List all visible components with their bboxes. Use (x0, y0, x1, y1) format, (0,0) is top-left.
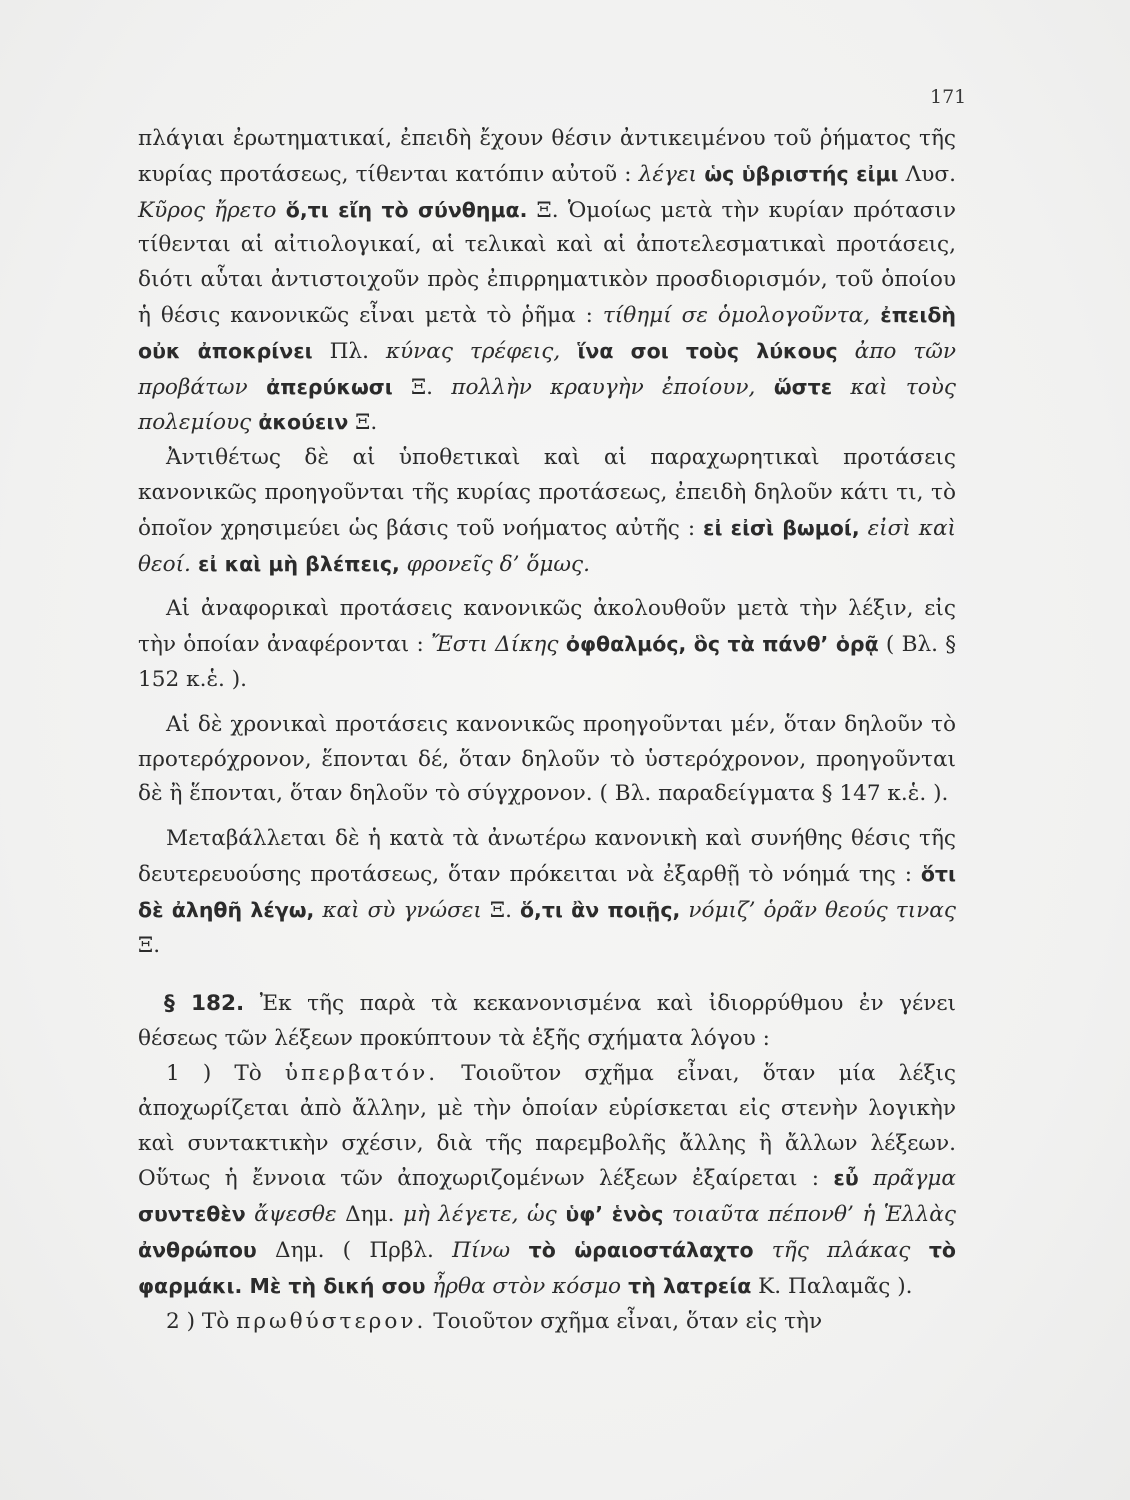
paragraph (138, 1057, 956, 1305)
text-run: πλάγιαι ἐρωτηματικαί, ἐπειδὴ ἔχουν θέσιν ἀντικειμένου τοῦ ῥήματος τῆς κυρίας προτάσεως, τίθενται κατόπιν αὐτοῦ : (138, 126, 956, 187)
italic-example: φρονεῖς δ’ ὅμως. (399, 551, 590, 577)
spaced-term: ὑπερβατόν. (284, 1060, 439, 1086)
body-text (138, 122, 956, 1339)
italic-example: πολλὴν κραυγὴν ἐποίουν, (451, 374, 756, 400)
bold-example: ὡς ὑβριστής εἰμι (696, 161, 899, 186)
bold-example: τὸ φαρμάκι. Μὲ τὴ δική σου (138, 1237, 956, 1298)
italic-example: μὴ λέγετε, ὡς (402, 1202, 557, 1228)
paragraph (138, 441, 956, 582)
section-paragraph (138, 987, 956, 1057)
bold-example: ἀπερύκωσι (247, 374, 393, 399)
section-number: § 182. (164, 991, 245, 1017)
text-run: Λυσ. (898, 161, 956, 187)
italic-example: καὶ σὺ γνώσει (314, 897, 482, 923)
bold-example: ἀκούειν (251, 410, 349, 435)
bold-example: συντεθὲν (138, 1202, 246, 1227)
paragraph (138, 822, 956, 963)
text-run: Δημ. ( Πρβλ. (256, 1237, 453, 1263)
italic-example: τοιαῦτα πέπονθ’ ἡ Ἑλλὰς (663, 1202, 956, 1228)
paragraph (138, 592, 956, 697)
text-run: Μεταβάλλεται δὲ ἡ κατὰ τὰ ἀνωτέρω κανονικὴ καὶ συνήθης θέσις τῆς δευτερευούσης προτάσεως, ὅταν πρόκειται νὰ ἐξαρθῇ τὸ νόημά της : (138, 826, 956, 887)
text-run: Ξ. (481, 897, 520, 923)
bold-example: τὸ ὡραιοστάλαχτο (510, 1237, 754, 1262)
italic-example: εἰσὶ καὶ θεοί. (138, 515, 957, 577)
paragraph (138, 122, 956, 441)
italic-example: ἄψεσθε (245, 1202, 337, 1228)
text-run: Ξ. (392, 374, 452, 400)
bold-example: ὅ,τι ἂν ποιῇς, (519, 897, 681, 922)
italic-example: καὶ τοὺς πολεμίους (138, 374, 956, 436)
text-run: 2 ) Τὸ (166, 1308, 237, 1334)
bold-example: ὀφθαλμός, ὃς τὰ πάνθ’ ὁρᾷ (558, 632, 879, 657)
bold-example: ὑφ’ ἑνὸς (556, 1202, 664, 1227)
paragraph (138, 708, 956, 812)
text-run: Ξ. (138, 932, 161, 958)
bold-example: ὥστε (755, 374, 833, 399)
text-run: Ἐκ τῆς παρὰ τὰ κεκανονισμένα καὶ ἰδιορρύθμου ἐν γένει θέσεως τῶν λέξεων προκύπτουν τὰ ἑξῆς σχήματα λόγου : (138, 991, 956, 1052)
bold-example: ὅτι δὲ ἀληθῆ λέγω, (138, 861, 956, 922)
italic-example: ἀπο τῶν προβάτων (138, 338, 956, 400)
text-run: Ἀντιθέτως δὲ αἱ ὑποθετικαὶ καὶ αἱ παραχωρητικαὶ προτάσεις κανονικῶς προηγοῦνται τῆς κυρίας προτάσεως, ἐπειδὴ δηλοῦν κάτι τι, τὸ ὁποῖον χρησιμεύει ὡς βάσις τοῦ νοήματος αὐτῆς : (138, 445, 956, 541)
text-run: Πλ. (312, 338, 386, 364)
italic-example: κύνας τρέφεις, (385, 338, 561, 364)
bold-example: εἰ εἰσὶ βωμοί, (703, 515, 860, 540)
italic-example: τίθημί σε ὁμολογοῦντα, (602, 302, 871, 328)
italic-example: Ἔστι Δίκης (431, 632, 559, 658)
italic-example: Πίνω (452, 1237, 511, 1263)
italic-example: πρᾶγμα (858, 1166, 957, 1192)
italic-example: Κῦρος ἤρετο (138, 197, 277, 223)
bold-example: εἰ καὶ μὴ βλέπεις, (190, 551, 400, 576)
text-run: ( Βλ. § 152 κ.ἑ. ). (138, 632, 957, 692)
bold-example: ὅ,τι εἴη τὸ σύνθημα. (276, 197, 528, 222)
text-run: Αἱ ἀναφορικαὶ προτάσεις κανονικῶς ἀκολουθοῦν μετὰ τὴν λέξιν, εἰς τὴν ὁποίαν ἀναφέρονται : (138, 596, 956, 658)
bold-example: ἵνα σοι τοὺς λύκους (560, 338, 838, 363)
bold-example: εὖ (833, 1166, 859, 1191)
text-run: Τοιοῦτον σχῆμα εἶναι, ὅταν εἰς τὴν (426, 1308, 823, 1334)
bold-example: τὴ λατρεία (621, 1273, 752, 1298)
italic-example: νόμιζ’ ὁρᾶν θεούς τινας (680, 897, 956, 923)
paragraph (138, 1305, 956, 1340)
text-run: Τοιοῦτον σχῆμα εἶναι, ὅταν μία λέξις ἀποχωρίζεται ἀπὸ ἄλλην, μὲ τὴν ὁποίαν εὑρίσκεται εἰς στενὴν λογικὴν καὶ συντακτικὴν σχέσιν, διὰ τῆς παρεμβολῆς ἄλλης ἢ ἄλλων λέξεων. Οὕτως ἡ ἔννοια τῶν ἀποχωριζομένων λέξεων ἐξαίρεται : (138, 1060, 956, 1192)
text-run: Ξ. (348, 410, 378, 436)
italic-example: τῆς πλάκας (753, 1237, 911, 1263)
bold-example: ἀνθρώπου (138, 1237, 257, 1262)
bold-example: ἐπειδὴ οὐκ ἀποκρίνει (138, 302, 957, 363)
page-number: 171 (930, 86, 967, 108)
text-run: Κ. Παλαμᾶς ). (751, 1273, 913, 1299)
text-run: Δημ. (336, 1202, 403, 1228)
text-run: Ξ. Ὁμοίως μετὰ τὴν κυρίαν πρότασιν τίθενται αἱ αἰτιολογικαί, αἱ τελικαὶ καὶ αἱ ἀποτελεσματικαὶ προτάσεις, διότι αὗται ἀντιστοιχοῦν πρὸς ἐπιρρηματικὸν προσδιορισμόν, τοῦ ὁποίου ἡ θέσις κανονικῶς εἶναι μετὰ τὸ ῥῆμα : (138, 197, 956, 328)
text-run: 1 ) Τὸ (166, 1060, 285, 1086)
italic-example: ἦρθα στὸν κόσμο (425, 1273, 622, 1299)
italic-example: λέγει (638, 161, 697, 187)
text-run: Αἱ δὲ χρονικαὶ προτάσεις κανονικῶς προηγοῦνται μέν, ὅταν δηλοῦν τὸ προτερόχρονον, ἕπονται δέ, ὅταν δηλοῦν τὸ ὑστερόχρονον, προηγοῦνται δὲ ἢ ἕπονται, ὅταν δηλοῦν τὸ σύγχρονον. ( Βλ. παραδείγματα § 147 κ.ἑ. ). (138, 711, 956, 807)
spaced-term: πρωθύστερον. (236, 1308, 427, 1334)
